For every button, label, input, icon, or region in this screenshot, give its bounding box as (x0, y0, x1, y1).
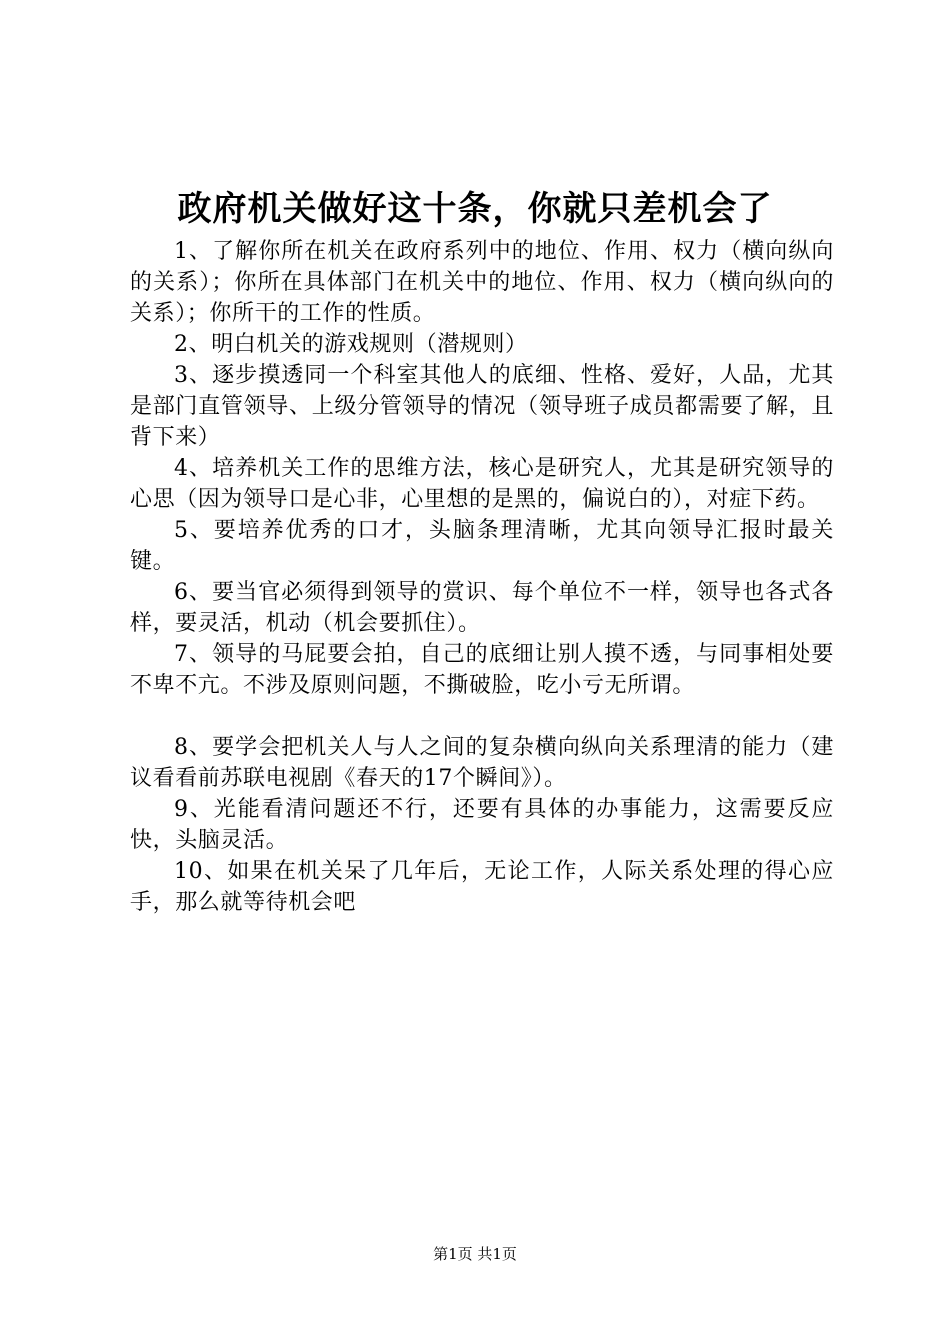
page-number: 第1页 (433, 1245, 473, 1263)
paragraph-1: 1、了解你所在机关在政府系列中的地位、作用、权力（横向纵向的关系）；你所在具体部门在机关中的地位、作用、权力（横向纵向的关系）；你所干的工作的性质。 (130, 239, 834, 326)
paragraph-8: 8、要学会把机关人与人之间的复杂横向纵向关系理清的能力（建议看看前苏联电视剧《春天的17个瞬间》）。 (130, 735, 834, 791)
document-body (130, 236, 834, 918)
paragraph-10: 10、如果在机关呆了几年后，无论工作，人际关系处理的得心应手，那么就等待机会吧 (130, 859, 834, 915)
paragraph-5: 5、要培养优秀的口才，头脑条理清晰，尤其向领导汇报时最关键。 (130, 518, 834, 574)
page-total: 共1页 (477, 1245, 517, 1263)
page-footer (0, 1244, 950, 1264)
paragraph-9: 9、光能看清问题还不行，还要有具体的办事能力，这需要反应快，头脑灵活。 (130, 797, 834, 853)
paragraph-2: 2、明白机关的游戏规则（潜规则） (174, 332, 528, 357)
paragraph-3: 3、逐步摸透同一个科室其他人的底细、性格、爱好，人品，尤其是部门直管领导、上级分管领导的情况（领导班子成员都需要了解，且背下来） (130, 363, 834, 450)
document-title: 政府机关做好这十条，你就只差机会了 (177, 189, 773, 229)
paragraph-6: 6、要当官必须得到领导的赏识、每个单位不一样，领导也各式各样，要灵活，机动（机会要抓住）。 (130, 580, 834, 636)
paragraph-4: 4、培养机关工作的思维方法，核心是研究人，尤其是研究领导的心思（因为领导口是心非，心里想的是黑的，偏说白的），对症下药。 (130, 456, 834, 512)
paragraph-7: 7、领导的马屁要会拍，自己的底细让别人摸不透，与同事相处要不卑不亢。不涉及原则问题，不撕破脸，吃小亏无所谓。 (130, 642, 834, 698)
